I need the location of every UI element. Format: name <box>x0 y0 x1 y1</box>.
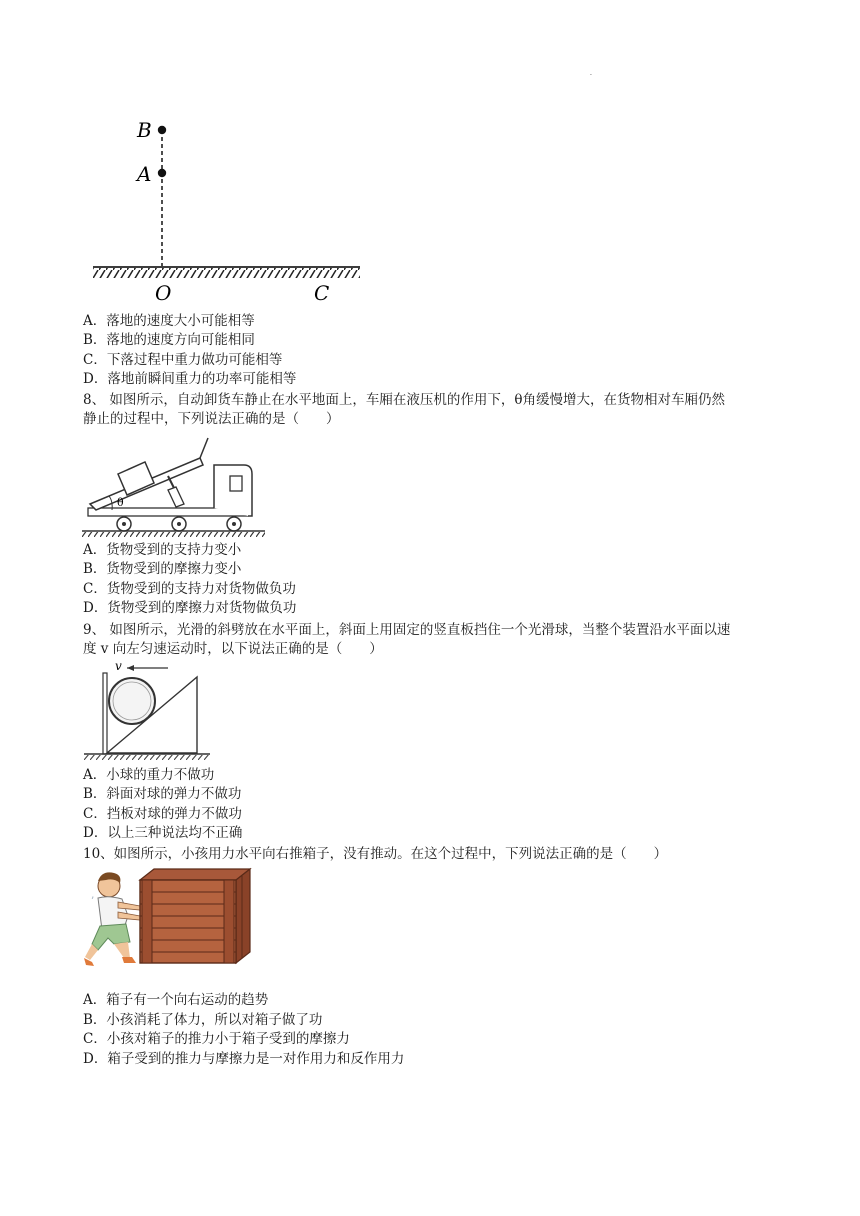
fig-ball-wedge <box>84 658 214 764</box>
label-o: O <box>155 281 172 305</box>
q8-option-a: A．货物受到的支持力变小 <box>83 542 242 558</box>
point-a <box>158 169 166 177</box>
svg-text:’: ’ <box>91 896 95 907</box>
q8-option-b: B．货物受到的摩擦力变小 <box>83 561 242 577</box>
label-c: C <box>314 281 330 305</box>
page-marker: . <box>590 70 592 77</box>
q9-option-a: A．小球的重力不做功 <box>83 767 215 783</box>
label-a: A <box>137 162 152 186</box>
q8-option-c: C．货物受到的支持力对货物做负功 <box>83 581 296 597</box>
q10-option-b: B．小孩消耗了体力，所以对箱子做了功 <box>83 1012 323 1028</box>
q9-stem-line2: 度 v 向左匀速运动时，以下说法正确的是（ ） <box>83 641 383 657</box>
q9-option-d: D．以上三种说法均不正确 <box>83 825 243 841</box>
fig-child-pushing-box <box>84 866 256 968</box>
velocity-label: v <box>115 659 122 673</box>
q7-option-b: B．落地的速度方向可能相同 <box>83 332 255 348</box>
q8-stem-line2: 静止的过程中，下列说法正确的是（ ） <box>83 411 340 427</box>
q7-option-a: A．落地的速度大小可能相等 <box>83 313 255 329</box>
ground-hatch <box>93 268 360 278</box>
fig-falling-points <box>85 110 375 305</box>
q8-stem-line1: 8、 如图所示，自动卸货车静止在水平地面上，车厢在液压机的作用下，θ角缓慢增大，在货物相对车厢仍然 <box>83 392 726 408</box>
theta-label: θ <box>117 496 124 509</box>
q7-option-c: C．下落过程中重力做功可能相等 <box>83 352 283 368</box>
fig-dump-truck <box>82 432 267 538</box>
point-b <box>158 126 166 134</box>
q10-stem-line1: 10、如图所示，小孩用力水平向右推箱子，没有推动。在这个过程中，下列说法正确的是（ ） <box>83 846 668 862</box>
q10-option-c: C．小孩对箱子的推力小于箱子受到的摩擦力 <box>83 1031 350 1047</box>
q8-option-d: D．货物受到的摩擦力对货物做负功 <box>83 600 297 616</box>
q10-option-a: A．箱子有一个向右运动的趋势 <box>83 992 269 1008</box>
q7-option-d: D．落地前瞬间重力的功率可能相等 <box>83 371 297 387</box>
q9-option-b: B．斜面对球的弹力不做功 <box>83 786 242 802</box>
q10-option-d: D．箱子受到的推力与摩擦力是一对作用力和反作用力 <box>83 1051 405 1067</box>
label-b: B <box>137 118 152 142</box>
q9-stem-line1: 9、 如图所示，光滑的斜劈放在水平面上，斜面上用固定的竖直板挡住一个光滑球，当整个装置沿水平面以速 <box>83 622 731 638</box>
q9-option-c: C．挡板对球的弹力不做功 <box>83 806 242 822</box>
